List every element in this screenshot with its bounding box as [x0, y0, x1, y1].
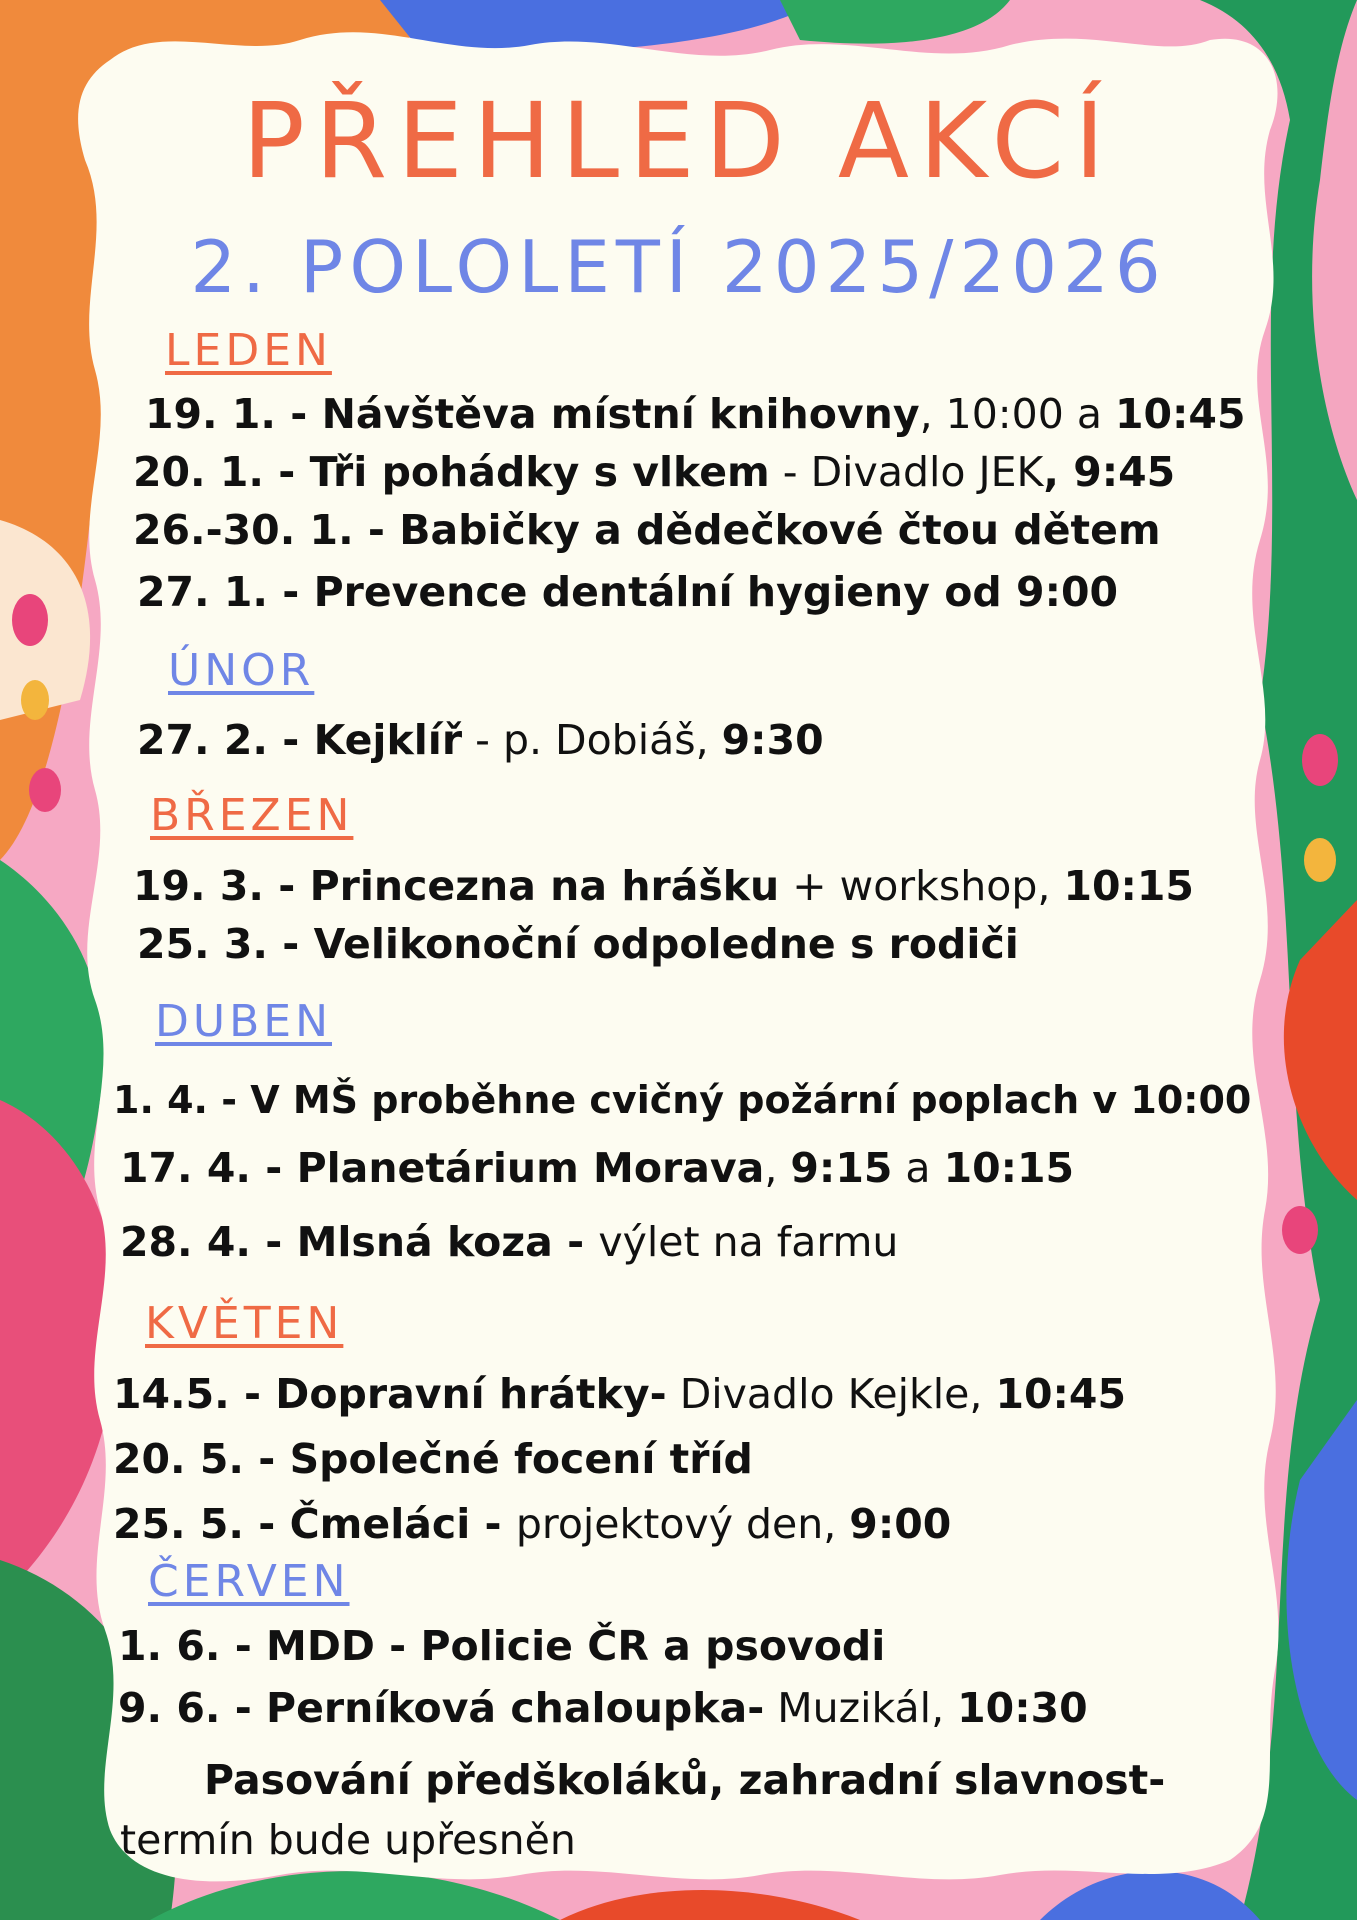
month-heading-leden: LEDEN [165, 325, 332, 376]
event-item: 19. 1. - Návštěva místní knihovny, 10:00 a 10:45 [145, 390, 1246, 438]
event-item: 1. 4. - V MŠ proběhne cvičný požární poplach v 10:00 [113, 1078, 1252, 1122]
event-item: 17. 4. - Planetárium Morava, 9:15 a 10:15 [120, 1144, 1075, 1192]
page-subtitle: 2. POLOLETÍ 2025/2026 [190, 225, 1167, 309]
event-item: 25. 5. - Čmeláci - projektový den, 9:00 [113, 1500, 952, 1548]
event-item: 27. 1. - Prevence dentální hygieny od 9:00 [137, 568, 1119, 616]
month-heading-cerven: ČERVEN [148, 1556, 350, 1607]
event-item: 20. 1. - Tři pohádky s vlkem - Divadlo JEK, 9:45 [133, 448, 1176, 496]
page-title: PŘEHLED AKCÍ [242, 80, 1115, 202]
event-item: 9. 6. - Perníková chaloupka- Muzikál, 10:30 [118, 1684, 1088, 1732]
event-item: 25. 3. - Velikonoční odpoledne s rodiči [137, 920, 1019, 968]
event-item: 28. 4. - Mlsná koza - výlet na farmu [120, 1218, 899, 1266]
event-item: 19. 3. - Princezna na hrášku + workshop, 10:15 [133, 862, 1194, 910]
closing-note: Pasování předškoláků, zahradní slavnost- termín bude upřesněn [120, 1756, 1166, 1864]
month-heading-kveten: KVĚTEN [145, 1298, 344, 1349]
event-item: 14.5. - Dopravní hrátky- Divadlo Kejkle, 10:45 [113, 1370, 1126, 1418]
event-item: 1. 6. - MDD - Policie ČR a psovodi [118, 1622, 886, 1670]
event-item: 27. 2. - Kejklíř - p. Dobiáš, 9:30 [137, 716, 824, 764]
month-heading-unor: ÚNOR [168, 645, 315, 696]
event-item: 26.-30. 1. - Babičky a dědečkové čtou dětem [133, 506, 1161, 554]
event-item: 20. 5. - Společné focení tříd [113, 1435, 753, 1483]
month-heading-duben: DUBEN [155, 996, 332, 1047]
month-heading-brezen: BŘEZEN [150, 790, 354, 841]
